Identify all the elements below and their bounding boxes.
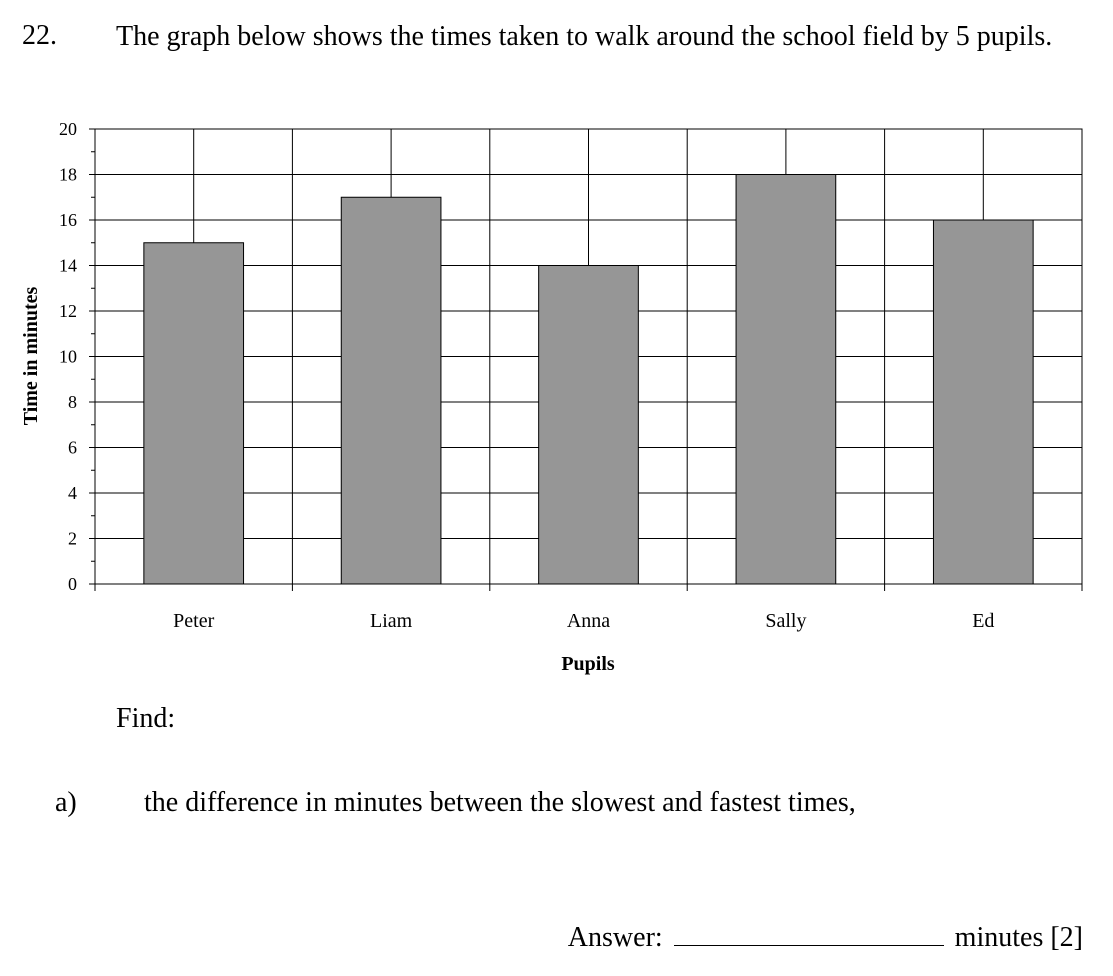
y-tick-label: 18	[59, 164, 77, 185]
x-tick-label: Sally	[765, 610, 807, 632]
y-tick-label: 4	[68, 483, 77, 503]
bar	[933, 220, 1033, 584]
x-tick-label: Liam	[369, 610, 413, 632]
answer-row	[568, 922, 1083, 954]
bar	[341, 197, 441, 584]
answer-marks: [2]	[1050, 922, 1083, 953]
y-tick-label: 8	[68, 392, 77, 412]
bar	[736, 175, 836, 585]
bar	[539, 266, 639, 585]
x-axis-label: Pupils	[561, 653, 615, 675]
answer-label: Answer:	[567, 922, 663, 953]
y-tick-label: 16	[59, 210, 77, 230]
x-tick-label: Peter	[173, 610, 215, 632]
y-tick-label: 10	[59, 346, 77, 367]
x-tick-label: Anna	[566, 610, 611, 632]
find-label: Find:	[116, 703, 176, 734]
part-a-label: a)	[55, 787, 77, 818]
part-a-text: the difference in minutes between the slowest and fastest times,	[144, 787, 856, 818]
answer-line[interactable]	[674, 923, 944, 946]
y-tick-label: 20	[59, 119, 77, 139]
x-tick-label: Ed	[972, 610, 995, 632]
y-tick-label: 12	[59, 301, 77, 321]
question-text: The graph below shows the times taken to walk around the school field by 5 pupils.	[116, 21, 1053, 52]
bar	[144, 243, 244, 584]
y-tick-label: 2	[68, 528, 77, 549]
y-tick-label: 14	[59, 255, 77, 276]
answer-units: minutes	[954, 922, 1044, 953]
y-tick-label: 6	[68, 437, 77, 458]
y-axis-label: Time in minutes	[20, 286, 42, 426]
y-tick-label: 0	[68, 574, 77, 594]
question-number: 22.	[22, 20, 57, 51]
